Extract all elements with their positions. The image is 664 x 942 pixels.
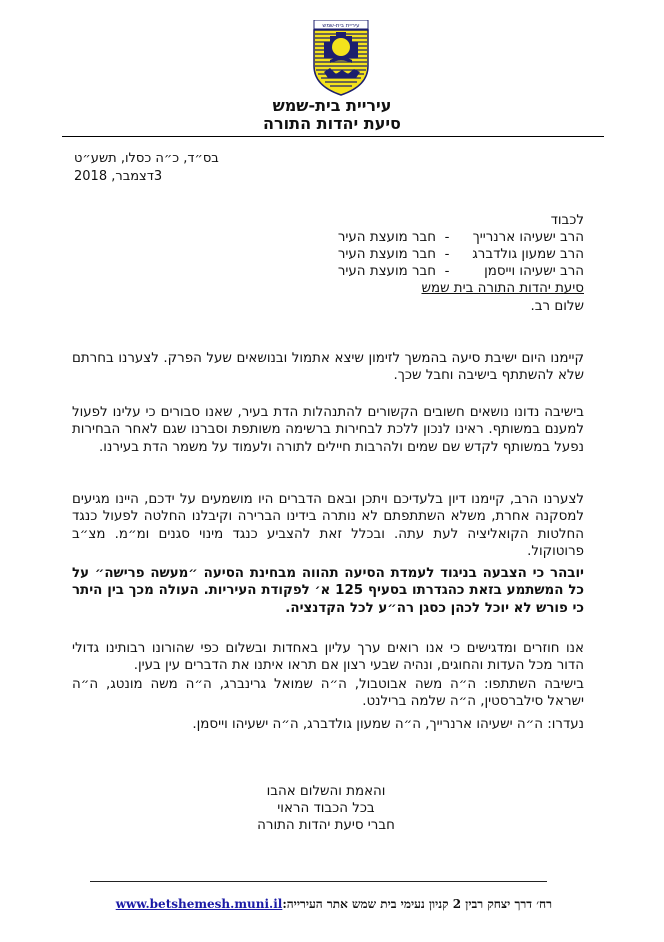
body-paragraph: בישיבה נדונו נושאים חשובים הקשורים להתנהלות הדת בעיר, שאנו סבורים כי עלינו לפעול למענם במשותף. ראינו לנכון ללכת לבחירות ברשימה משותפת וסברנו שגם לאחר הבחירות נפעל במשותף לקדש שם שמים ולהרבות חיילים לתורה ולעמוד על משמר הדת בעירנו. xyxy=(72,405,584,455)
footer-address: רח׳ דרך יצחק רבין 2 קניון נעימי בית שמש אתר העירייה: xyxy=(282,897,552,911)
recipient-block xyxy=(338,212,584,297)
website-link[interactable]: www.betshemesh.muni.il xyxy=(115,897,283,911)
attendees-paragraph: בישיבה השתתפו: ה״ה משה אבוטבול, ה״ה שמואל גרינברג, ה״ה משה מונטג, ה״ה ישראל סילברסטין, ה״ה שלמה ברילנט. xyxy=(72,677,584,710)
recipient-dash: - xyxy=(444,264,450,279)
footer-divider xyxy=(90,881,547,882)
hebrew-date: בס״ד, כ״ה כסלו, תשע״ט xyxy=(74,151,219,166)
recipient-group: סיעת יהדות התורה בית שמש xyxy=(421,281,584,296)
closing-line: בכל הכבוד הראוי xyxy=(277,801,375,816)
body-paragraph: אנו חוזרים ומדגישים כי אנו רואים ערך עליון באחדות ובשלום כפי שהורונו רבותינו גדולי הדור מכל העדות והחוגים, ונהיה שבעי רצון אם תראו איתנו את הדברים עין בעין. xyxy=(72,641,584,674)
closing-signature xyxy=(0,783,658,834)
city-name-heading: עיריית בית-שמש xyxy=(272,96,392,115)
faction-name-heading: סיעת יהדות התורה xyxy=(263,114,401,133)
logo-caption-text: עיריית בית-שמש xyxy=(322,23,360,29)
body-paragraph: קיימנו היום ישיבת סיעה בהמשך לזימון שיצא אתמול ובנושאים שעל הפרק. לצערנו בחרתם שלא להשתתף בישיבה וחבל שכך. xyxy=(72,351,584,384)
recipient-row xyxy=(338,229,584,246)
recipient-name: הרב שמעון גולדברג xyxy=(472,247,584,262)
footer xyxy=(116,897,552,912)
recipient-row xyxy=(338,246,584,263)
closing-line: חברי סיעת יהדות התורה xyxy=(257,818,395,833)
header-divider xyxy=(62,136,604,137)
closing-line: והאמת והשלום אהבו xyxy=(266,784,386,799)
recipient-dash: - xyxy=(444,230,450,245)
recipient-row xyxy=(338,263,584,280)
gregorian-date: 3דצמבר, 2018 xyxy=(74,169,163,184)
date-block xyxy=(74,150,219,186)
recipient-name: הרב ישעיהו ארנרייך xyxy=(472,230,584,245)
salutation: לכבוד xyxy=(550,213,584,228)
body-paragraph: לצערנו הרב, קיימנו דיון בלעדיכם ויתכן ובאם הדברים היו מושמעים על ידכם, היינו מגיעים למסקנה אחרת, משלא השתתפתם לא נותרה בידינו הברירה וקיבלנו החלטה לפעול כנגד החלטות הקואליציה לעת עתה. ובכלל זאת להצביע כנגד מינוי סגנים ומ״מ. מצ״ב פרוטוקול. xyxy=(72,492,584,560)
recipient-role: חבר מועצת העיר xyxy=(337,247,436,262)
absentees-paragraph: נעדרו: ה״ה ישעיהו ארנרייך, ה״ה שמעון גולדברג, ה״ה ישעיהו וייסמן. xyxy=(192,717,584,732)
recipient-role: חבר מועצת העיר xyxy=(337,264,436,279)
greeting: שלום רב. xyxy=(530,299,584,314)
warning-paragraph: יובהר כי הצבעה בניגוד לעמדת הסיעה תהווה מבחינת הסיעה ״מעשה פרישה״ על כל המשתמע בזאת כהגדרתו בסעיף 125 א׳ לפקודת העיריות. העולה מכך בין היתר כי פורש לא יוכל לכהן כסגן רה״ע לכל הקדנציה. xyxy=(72,566,585,616)
city-emblem-logo xyxy=(310,20,372,96)
recipient-name: הרב ישעיהו וייסמן xyxy=(484,264,584,279)
recipient-dash: - xyxy=(444,247,450,262)
recipient-role: חבר מועצת העיר xyxy=(337,230,436,245)
